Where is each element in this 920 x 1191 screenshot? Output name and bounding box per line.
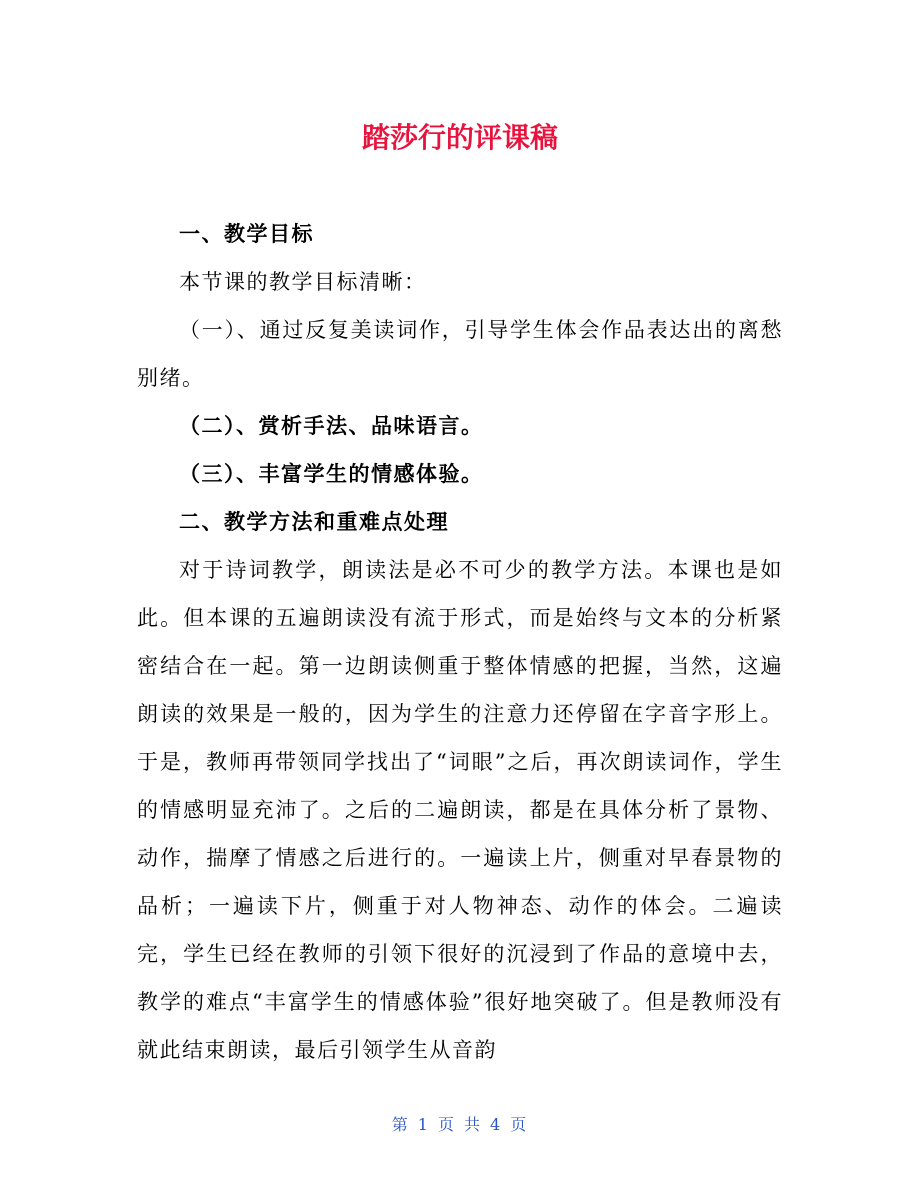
heading-teaching-methods: 二、教学方法和重难点处理 [179, 510, 449, 534]
page-footer [0, 1114, 920, 1136]
paragraph-goal-three: （三）、丰富学生的情感体验。 [179, 462, 484, 486]
paragraph-goals-intro: 本节课的教学目标清晰： [179, 270, 427, 294]
footer-current-page: 1 [417, 1115, 430, 1134]
footer-suffix: 页 [510, 1115, 529, 1134]
document-body [137, 210, 783, 1074]
paragraph-methods-body: 对于诗词教学，朗读法是必不可少的教学方法。本课也是如此。但本课的五遍朗读没有流于形式，而是始终与文本的分析紧密结合在一起。第一边朗读侧重于整体情感的把握，当然，这遍朗读的效果是一般的，因为学生的注意力还停留在字音字形上。于是，教师再带领同学找出了“词眼”之后，再次朗读词作，学生的情感明显充沛了。之后的二遍朗读，都是在具体分析了景物、动作，揣摩了情感之后进行的。一遍读上片，侧重对早春景物的品析；一遍读下片，侧重于对人物神态、动作的体会。二遍读完，学生已经在教师的引领下很好的沉浸到了作品的意境中去，教学的难点“丰富学生的情感体验”很好地突破了。但是教师没有就此结束朗读，最后引领学生从音韵 [137, 558, 783, 1062]
paragraph-goal-one: （一）、通过反复美读词作，引导学生体会作品表达出的离愁别绪。 [137, 318, 783, 390]
paragraph-goal-two: （二）、赏析手法、品味语言。 [179, 414, 484, 438]
footer-total-prefix: 共 [464, 1115, 483, 1134]
document-title: 踏莎行的评课稿 [361, 121, 558, 154]
footer-total-pages: 4 [490, 1115, 503, 1134]
footer-prefix: 第 [391, 1115, 410, 1134]
heading-teaching-goals: 一、教学目标 [179, 222, 314, 246]
footer-page-word: 页 [437, 1115, 456, 1134]
